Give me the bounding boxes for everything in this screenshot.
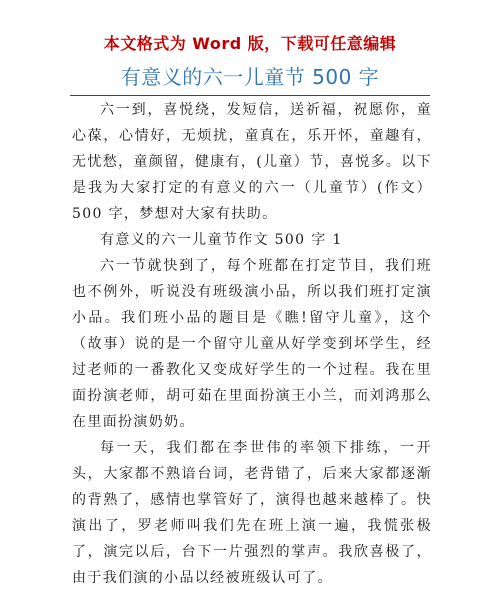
body-paragraph: 六一节就快到了，每个班都在打定节目，我们班也不例外，听说没有班级演小品，所以我们班打定演小品。我们班小品的题目是《瞧!留守儿童》，这个（故事）说的是一个留守儿童从好学变到坏学生，经过老师的一番教化又变成好学生的一个过程。我在里面扮演老师，胡可茹在里面扮演王小兰，而刘鸿那么在里面扮演奶奶。 [72, 258, 432, 430]
document-body [72, 97, 432, 591]
body-paragraph: 每一天，我们都在李世伟的率领下排练，一开头，大家都不熟谙台词，老背错了，后来大家都逐渐的背熟了，感情也掌管好了，演得也越来越棒了。快演出了，罗老师叫我们先在班上演一遍，我慌张极了，演完以后，台下一片强烈的掌声。我欣喜极了，由于我们演的小品以经被班级认可了。 [72, 440, 432, 586]
document-title: 有意义的六一儿童节 500 字 [120, 65, 380, 89]
word-format-banner: 本文格式为 Word 版，下载可任意编辑 [103, 34, 397, 53]
essay-heading: 有意义的六一儿童节作文 500 字 1 [100, 232, 343, 248]
intro-paragraph: 六一到，喜悦绕，发短信，送祈福，祝愿你，童心葆，心情好，无烦扰，童真在，乐开怀，童趣有，无忧愁，童颜留，健康有，(儿童）节，喜悦多。以下是我为大家打定的有意义的六一（儿童节）(作文）500 字，梦想对大家有扶助。 [72, 102, 432, 222]
title-divider [70, 95, 430, 96]
